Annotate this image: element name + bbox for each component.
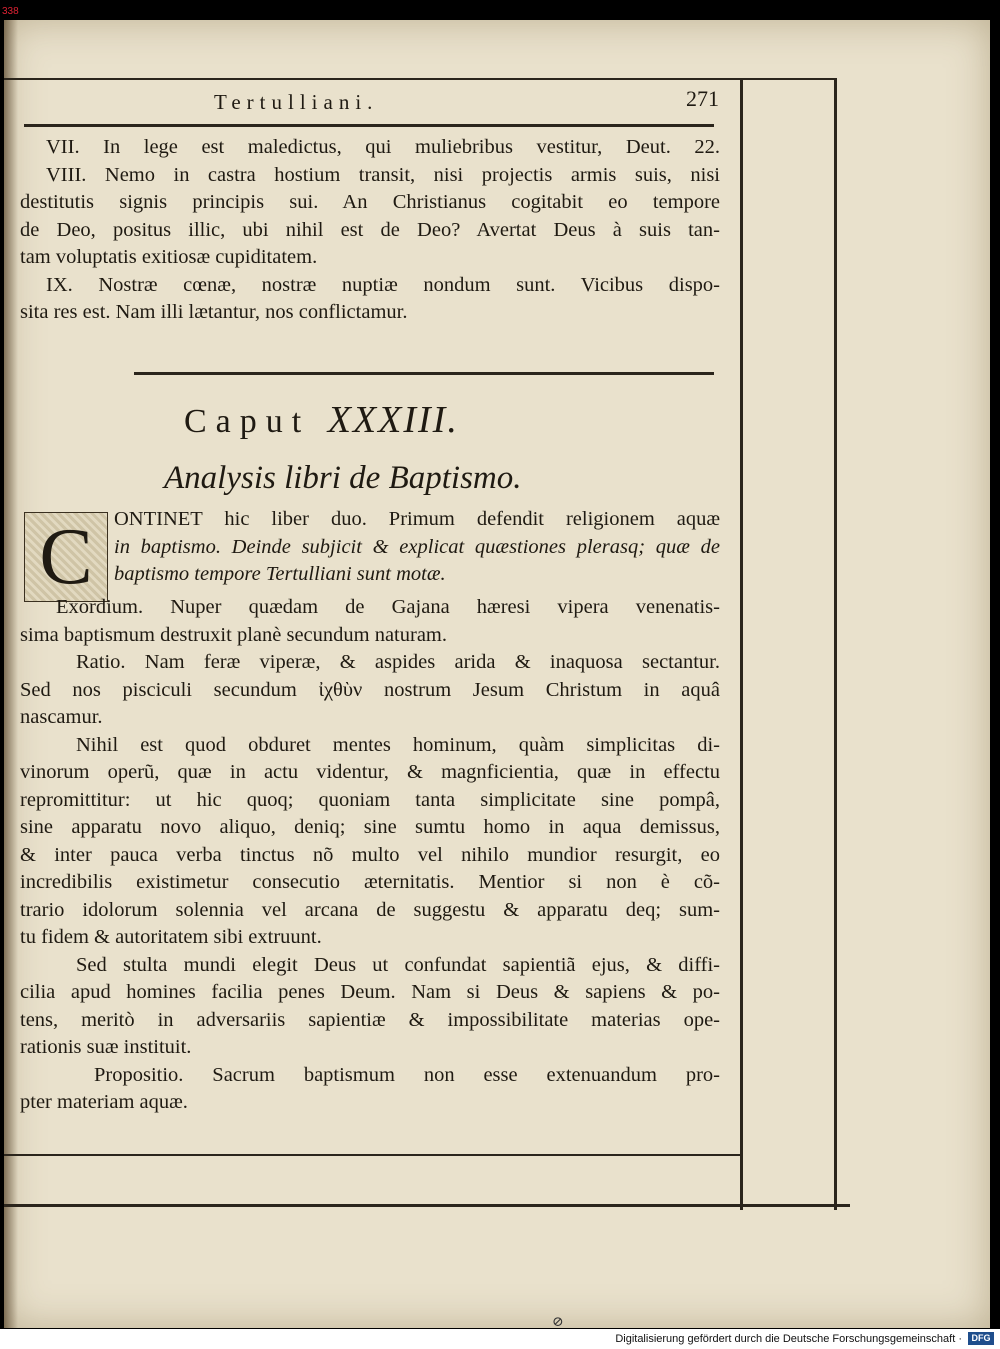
text-line: vinorum operũ, quæ in actu videntur, & magnficientia, quæ in effectu — [20, 761, 720, 783]
text-line: de Deo, positus illic, ubi nihil est de Deo? Avertat Deus à suis tan- — [20, 218, 720, 241]
text-line: trario idolorum solennia vel arcana de suggestu & apparatu deq; sum- — [20, 898, 720, 921]
text-line: VII. In lege est maledictus, qui muliebribus vestitur, Deut. 22. — [46, 136, 720, 158]
frame-rule-top — [4, 78, 834, 80]
text-line: sima baptismum destruxit planè secundum naturam. — [20, 623, 447, 646]
text-line: cilia apud homines facilia penes Deum. Nam si Deus & sapiens & po- — [20, 981, 720, 1003]
bottom-rule — [4, 1154, 740, 1156]
chapter-rule — [134, 372, 714, 375]
text-line: & inter pauca verba tinctus nõ multo vel nihilo mundior resurgit, eo — [20, 843, 720, 866]
book-page — [4, 20, 990, 1328]
text-line: Propositio. Sacrum baptismum non esse extenuandum pro- — [94, 1063, 720, 1086]
text-line: nascamur. — [20, 706, 103, 728]
frame-rule-bottom — [4, 1204, 850, 1207]
intro-text-block — [114, 506, 720, 589]
text-line: Nihil est quod obduret mentes hominum, quàm simplicitas di- — [76, 733, 720, 756]
corner-mark: 338 — [2, 6, 19, 17]
frame-rule-outer-right — [834, 78, 837, 1210]
funding-notice: Digitalisierung gefördert durch die Deutsche Forschungsgemeinschaft · — [615, 1333, 962, 1345]
dfg-logo: DFG — [968, 1332, 994, 1345]
header-rule — [24, 124, 714, 127]
text-line: sine apparatu novo aliquo, deniq; sine sumtu homo in aqua demissus, — [20, 816, 720, 838]
text-line: rationis suæ instituit. — [20, 1036, 192, 1058]
text-line: baptismo tempore Tertulliani sunt motæ. — [114, 563, 446, 585]
text-line: repromittitur: ut hic quoq; quoniam tanta simplicitate sine pompâ, — [20, 788, 720, 811]
library-stamp: ⊘ — [552, 1315, 564, 1328]
chapter-title-word: Caput — [184, 403, 311, 440]
text-line: tam voluptatis exitiosæ cupiditatem. — [20, 246, 318, 268]
text-line: VIII. Nemo in castra hostium transit, nisi projectis armis suis, nisi — [46, 163, 720, 186]
text-line: incredibilis existimetur consecutio æternitatis. Mentior si non è cõ- — [20, 871, 720, 893]
decorated-initial: C — [24, 512, 108, 602]
text-line: Sed nos pisciculi secundum ἰχθὺν nostrum Jesum Christum in aquâ — [20, 678, 720, 701]
top-text-block — [20, 134, 720, 327]
running-head: Tertulliani. — [214, 90, 379, 114]
text-line: Exordium. Nuper quædam de Gajana hæresi vipera venenatis- — [56, 596, 720, 618]
chapter-title-number: XXXIII. — [327, 399, 459, 441]
text-line: tens, meritò in adversariis sapientiæ & impossibilitate materias ope- — [20, 1008, 720, 1031]
text-line: sita res est. Nam illi lætantur, nos conflictamur. — [20, 301, 408, 323]
body-text-block — [20, 594, 720, 1117]
footer-bar — [0, 1329, 1000, 1349]
page-number: 271 — [686, 86, 719, 111]
frame-rule-right — [740, 78, 743, 1210]
text-line: IX. Nostræ cœnæ, nostræ nuptiæ nondum sunt. Vicibus dispo- — [46, 273, 720, 296]
text-line: ONTINET hic liber duo. Primum defendit religionem aquæ — [114, 508, 720, 530]
text-line: in baptismo. Deinde subjicit & explicat quæstiones plerasq; quæ de — [114, 535, 720, 558]
chapter-title — [184, 398, 459, 442]
text-line: Ratio. Nam feræ viperæ, & aspides arida & inaquosa sectantur. — [76, 651, 720, 673]
text-line: pter materiam aquæ. — [20, 1091, 188, 1113]
text-line: destitutis signis principis sui. An Christianus cogitabit eo tempore — [20, 191, 720, 213]
chapter-subtitle: Analysis libri de Baptismo. — [164, 460, 522, 496]
text-line: Sed stulta mundi elegit Deus ut confundat sapientiã ejus, & diffi- — [76, 953, 720, 976]
text-line: tu fidem & autoritatem sibi extruunt. — [20, 926, 322, 948]
